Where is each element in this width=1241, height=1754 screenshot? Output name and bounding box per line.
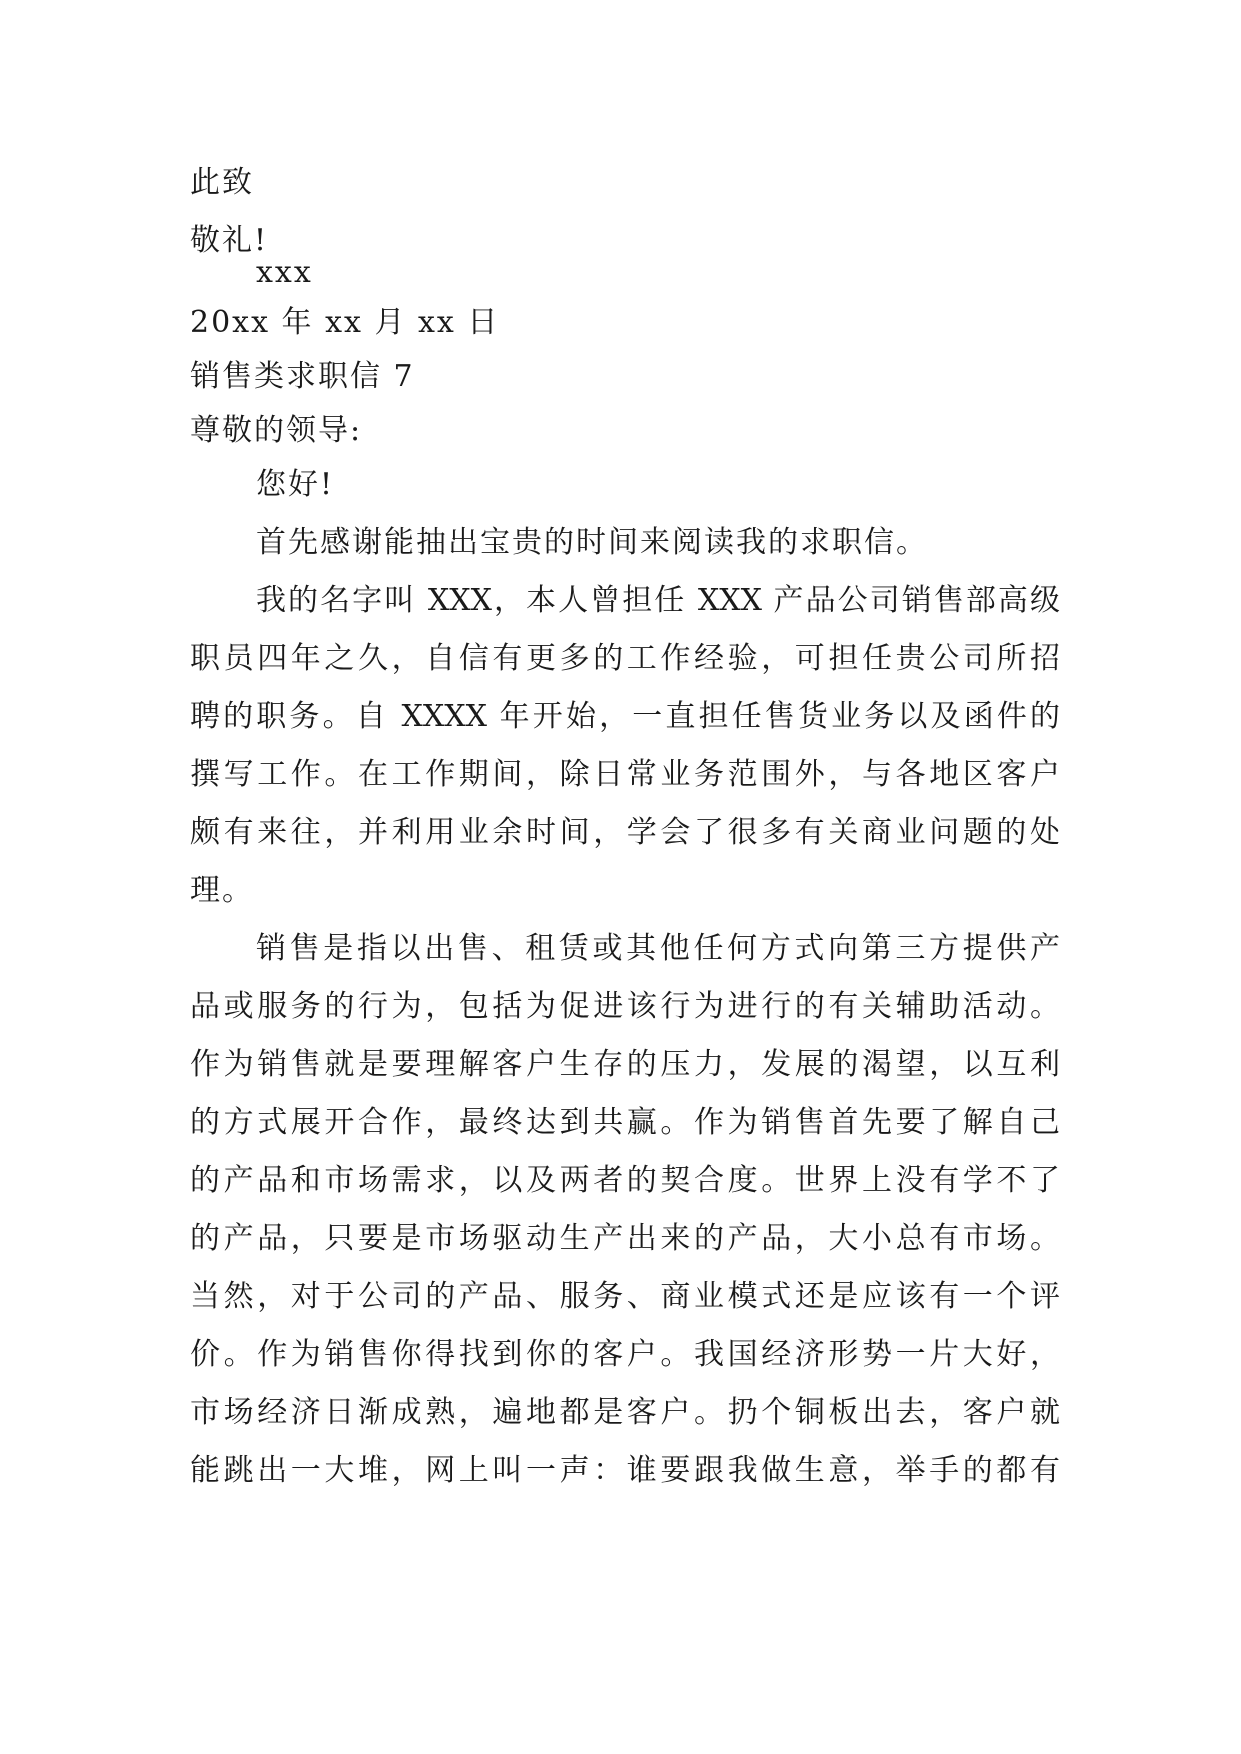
closing-line-2: 敬礼!: [190, 223, 269, 258]
paragraph-2-line-5: 颇有来往，并利用业余时间，学会了很多有关商业问题的处: [190, 815, 1060, 850]
paragraph-3-line-10: 能跳出一大堆，网上叫一声：谁要跟我做生意，举手的都有: [190, 1453, 1060, 1488]
paragraph-2-line-1: 我的名字叫 XXX，本人曾担任 XXX 产品公司销售部高级: [256, 583, 1060, 618]
greeting: 您好!: [256, 467, 335, 502]
paragraph-3-line-9: 市场经济日渐成熟，遍地都是客户。扔个铜板出去，客户就: [190, 1395, 1060, 1430]
paragraph-2-line-6: 理。: [190, 873, 254, 908]
paragraph-3-line-6: 的产品，只要是市场驱动生产出来的产品，大小总有市场。: [190, 1221, 1060, 1256]
paragraph-2-line-2: 职员四年之久，自信有更多的工作经验，可担任贵公司所招: [190, 641, 1060, 676]
date: 20xx 年 xx 月 xx 日: [190, 305, 500, 340]
paragraph-1-line-1: 首先感谢能抽出宝贵的时间来阅读我的求职信。: [256, 525, 928, 560]
letter-title: 销售类求职信 7: [190, 359, 415, 394]
paragraph-3-line-8: 价。作为销售你得找到你的客户。我国经济形势一片大好，: [190, 1337, 1060, 1372]
closing-line-1: 此致: [190, 165, 254, 200]
salutation: 尊敬的领导:: [190, 413, 363, 448]
paragraph-2-line-3: 聘的职务。自 XXXX 年开始，一直担任售货业务以及函件的: [190, 699, 1060, 734]
paragraph-3-line-7: 当然，对于公司的产品、服务、商业模式还是应该有一个评: [190, 1279, 1060, 1314]
paragraph-2-line-4: 撰写工作。在工作期间，除日常业务范围外，与各地区客户: [190, 757, 1060, 792]
paragraph-3-line-4: 的方式展开合作，最终达到共赢。作为销售首先要了解自己: [190, 1105, 1060, 1140]
paragraph-3-line-1: 销售是指以出售、租赁或其他任何方式向第三方提供产: [256, 931, 1060, 966]
paragraph-3-line-5: 的产品和市场需求，以及两者的契合度。世界上没有学不了: [190, 1163, 1060, 1198]
paragraph-3-line-3: 作为销售就是要理解客户生存的压力，发展的渴望，以互利: [190, 1047, 1060, 1082]
paragraph-3-line-2: 品或服务的行为，包括为促进该行为进行的有关辅助活动。: [190, 989, 1060, 1024]
signature: xxx: [256, 255, 313, 290]
